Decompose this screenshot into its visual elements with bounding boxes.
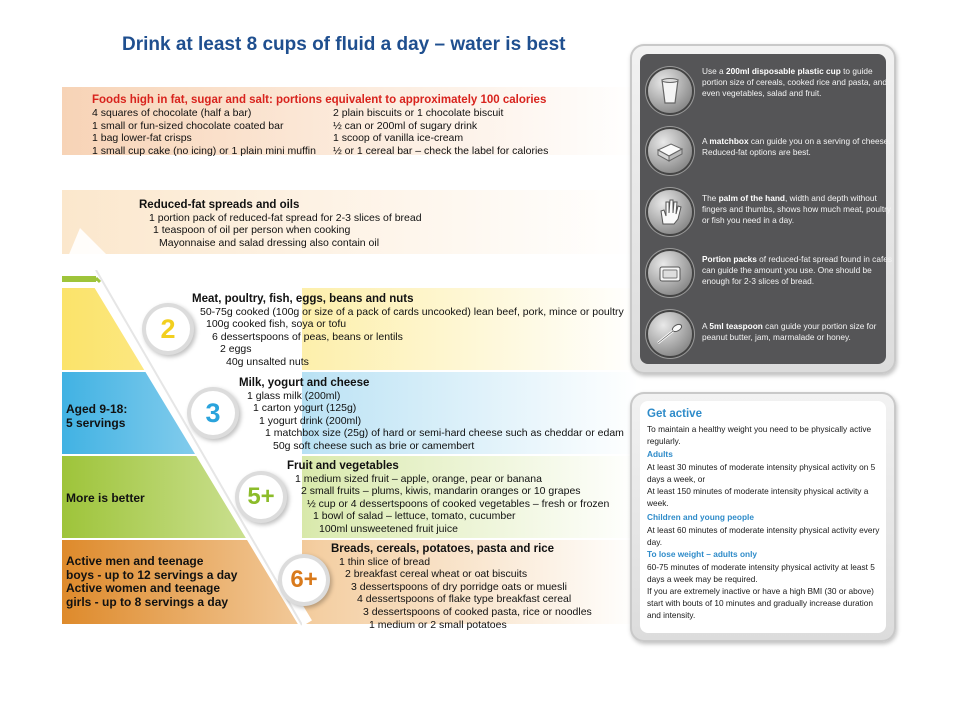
milk-item: 1 carton yogurt (125g) [253,402,357,415]
side-label-line: More is better [66,491,145,505]
adults-text-1: At least 30 minutes of moderate intensity physical activity on 5 days a week, or [647,462,876,484]
adults-heading: Adults [647,449,673,459]
guide-item-matchbox [648,126,891,180]
milk-section [239,377,624,453]
matchbox-icon [648,129,692,173]
fruit-servings-badge: 5+ [239,475,283,519]
guide-item-teaspoon [648,309,888,363]
fat-heading: Reduced-fat spreads and oils [139,199,300,211]
meat-servings-badge: 2 [146,307,190,351]
milk-servings-badge: 3 [191,391,235,435]
guide-text [702,193,892,226]
side-label-line: Active women and teenage [66,581,221,595]
sugar-section [92,94,546,107]
fat-section [139,199,422,249]
adults-text-2: At least 150 minutes of moderate intensity physical activity a week. [647,486,869,508]
guide-text-pre: A [702,321,710,331]
meat-heading: Meat, poultry, fish, eggs, beans and nuts [192,293,414,305]
children-heading: Children and young people [647,512,754,522]
portion-pack-icon [648,251,692,295]
guide-text [702,66,892,99]
fruit-item: ½ cup or 4 dessertspoons of cooked vegetables – fresh or frozen [307,497,610,510]
fruit-item: 1 bowl of salad – lettuce, tomato, cucumber [313,510,516,523]
meat-item: 6 dessertspoons of peas, beans or lentils [212,330,403,343]
milk-item: 1 glass milk (200ml) [247,389,341,402]
guide-text [702,136,892,158]
guide-text-post: can guide your portion size for peanut butter, jam, marmalade or honey. [702,321,877,342]
side-label-line: boys - up to 12 servings a day [66,567,238,582]
bread-item: 3 dessertspoons of dry porridge oats or muesli [351,580,567,593]
fruit-item: 100ml unsweetened fruit juice [319,522,458,535]
get-active-heading: Get active [647,408,702,420]
sugar-item: 2 plain biscuits or 1 chocolate biscuit [333,107,504,119]
guide-text-bold: 200ml disposable plastic cup [725,66,841,76]
sugar-heading: Foods high in fat, sugar and salt: portions equivalent to approximately 100 calories [92,94,547,106]
fruit-section [287,460,609,536]
milk-item: 50g soft cheese such as brie or camembert [273,439,475,452]
fruit-item: 1 medium sized fruit – apple, orange, pear or banana [295,472,542,485]
sugar-item: 4 squares of chocolate (half a bar) [92,107,252,119]
guide-item-portion-pack [648,248,893,302]
guide-text-post: of reduced-fat spread found in cafes can guide the amount you use. One should be enough for 2-3 slices of bread. [702,254,893,286]
page-title: Drink at least 8 cups of fluid a day – water is best [122,34,566,55]
fruit-side-label [66,492,145,506]
milk-heading: Milk, yogurt and cheese [239,377,370,389]
fruit-item: 2 small fruits – plums, kiwis, mandarin oranges or 10 grapes [301,485,581,498]
bread-item: 1 medium or 2 small potatoes [369,618,507,631]
guide-text-pre: Use a [702,66,726,76]
meat-item: 50-75g cooked (100g or size of a pack of cards uncooked) lean beef, pork, mince or poultry [200,305,624,318]
sugar-item: ½ or 1 cereal bar – check the label for calories [333,144,549,157]
sugar-item: 1 small cup cake (no icing) or 1 plain mini muffin [92,144,316,157]
fat-item: 1 teaspoon of oil per person when cooking [153,224,351,237]
milk-item: 1 matchbox size (25g) of hard or semi-hard cheese such as cheddar or edam [265,427,624,440]
guide-text-post: can guide you on a serving of cheese. Reduced-fat options are best. [702,136,891,157]
guide-text [702,321,892,343]
get-active-intro: To maintain a healthy weight you need to be physically active regularly. [647,424,872,446]
guide-text-pre: The [702,193,719,203]
fruit-heading: Fruit and vegetables [287,460,399,472]
side-label-line: girls - up to 8 servings a day [66,594,229,609]
lose-weight-text-1: 60-75 minutes of moderate intensity physical activity at least 5 days a week may be required. [647,562,875,584]
bread-item: 4 dessertspoons of flake type breakfast cereal [357,593,572,606]
guide-item-hand [648,187,892,241]
guide-text-bold: 5ml teaspoon [709,321,763,331]
bread-servings-badge: 6+ [282,558,326,602]
guide-text-bold: Portion packs [702,254,757,264]
guide-text-pre: A [702,136,710,146]
bread-section [331,543,592,631]
bread-heading: Breads, cereals, potatoes, pasta and rice [331,543,555,555]
teaspoon-icon [648,312,692,356]
sugar-item: ½ can or 200ml of sugary drink [333,119,478,132]
guide-item-cup [648,66,888,120]
bread-item: 2 breakfast cereal wheat or oat biscuits [345,568,528,581]
meat-item: 2 eggs [220,343,252,356]
sugar-item: 1 small or fun-sized chocolate coated bar [92,119,284,132]
children-text: At least 60 minutes of moderate intensity physical activity every day. [647,525,880,547]
guide-text-post: to guide portion size of cereals, cooked rice and pasta, and even vegetables, salad and fruit. [702,66,887,98]
fat-item: 1 portion pack of reduced-fat spread for 2-3 slices of bread [149,211,422,224]
meat-item: 100g cooked fish, soya or tofu [206,318,347,331]
sugar-item: 1 scoop of vanilla ice-cream [333,132,464,145]
side-label-line: Active men and teenage [66,554,204,568]
guide-text-bold: matchbox [709,136,749,146]
sugar-col2 [333,107,548,157]
bread-item: 3 dessertspoons of cooked pasta, rice or noodles [363,605,592,618]
bread-item: 1 thin slice of bread [339,555,431,568]
side-label-line: Aged 9-18: [66,402,128,416]
guide-text-post: , width and depth without fingers and thumbs, shows how much meat, poultry or fish you need in a day. [702,193,892,225]
fat-item: Mayonnaise and salad dressing also contain oil [159,236,380,249]
lose-weight-heading: To lose weight – adults only [647,549,758,559]
hand-icon [648,190,692,234]
guide-text-bold: palm of the hand [718,193,785,203]
meat-section [192,293,624,369]
side-label-line: 5 servings [66,415,126,430]
milk-item: 1 yogurt drink (200ml) [259,414,362,427]
guide-text [702,254,892,287]
lose-weight-text-2: If you are extremely inactive or have a high BMI (30 or above) start with bouts of 10 minutes and gradually increase duration and intensity. [647,586,874,620]
meat-item: 40g unsalted nuts [226,355,309,368]
bread-side-label [66,555,237,609]
sugar-item: 1 bag lower-fat crisps [92,132,192,145]
sugar-col1 [92,107,316,157]
milk-side-label [66,403,127,430]
cup-icon [648,69,692,113]
